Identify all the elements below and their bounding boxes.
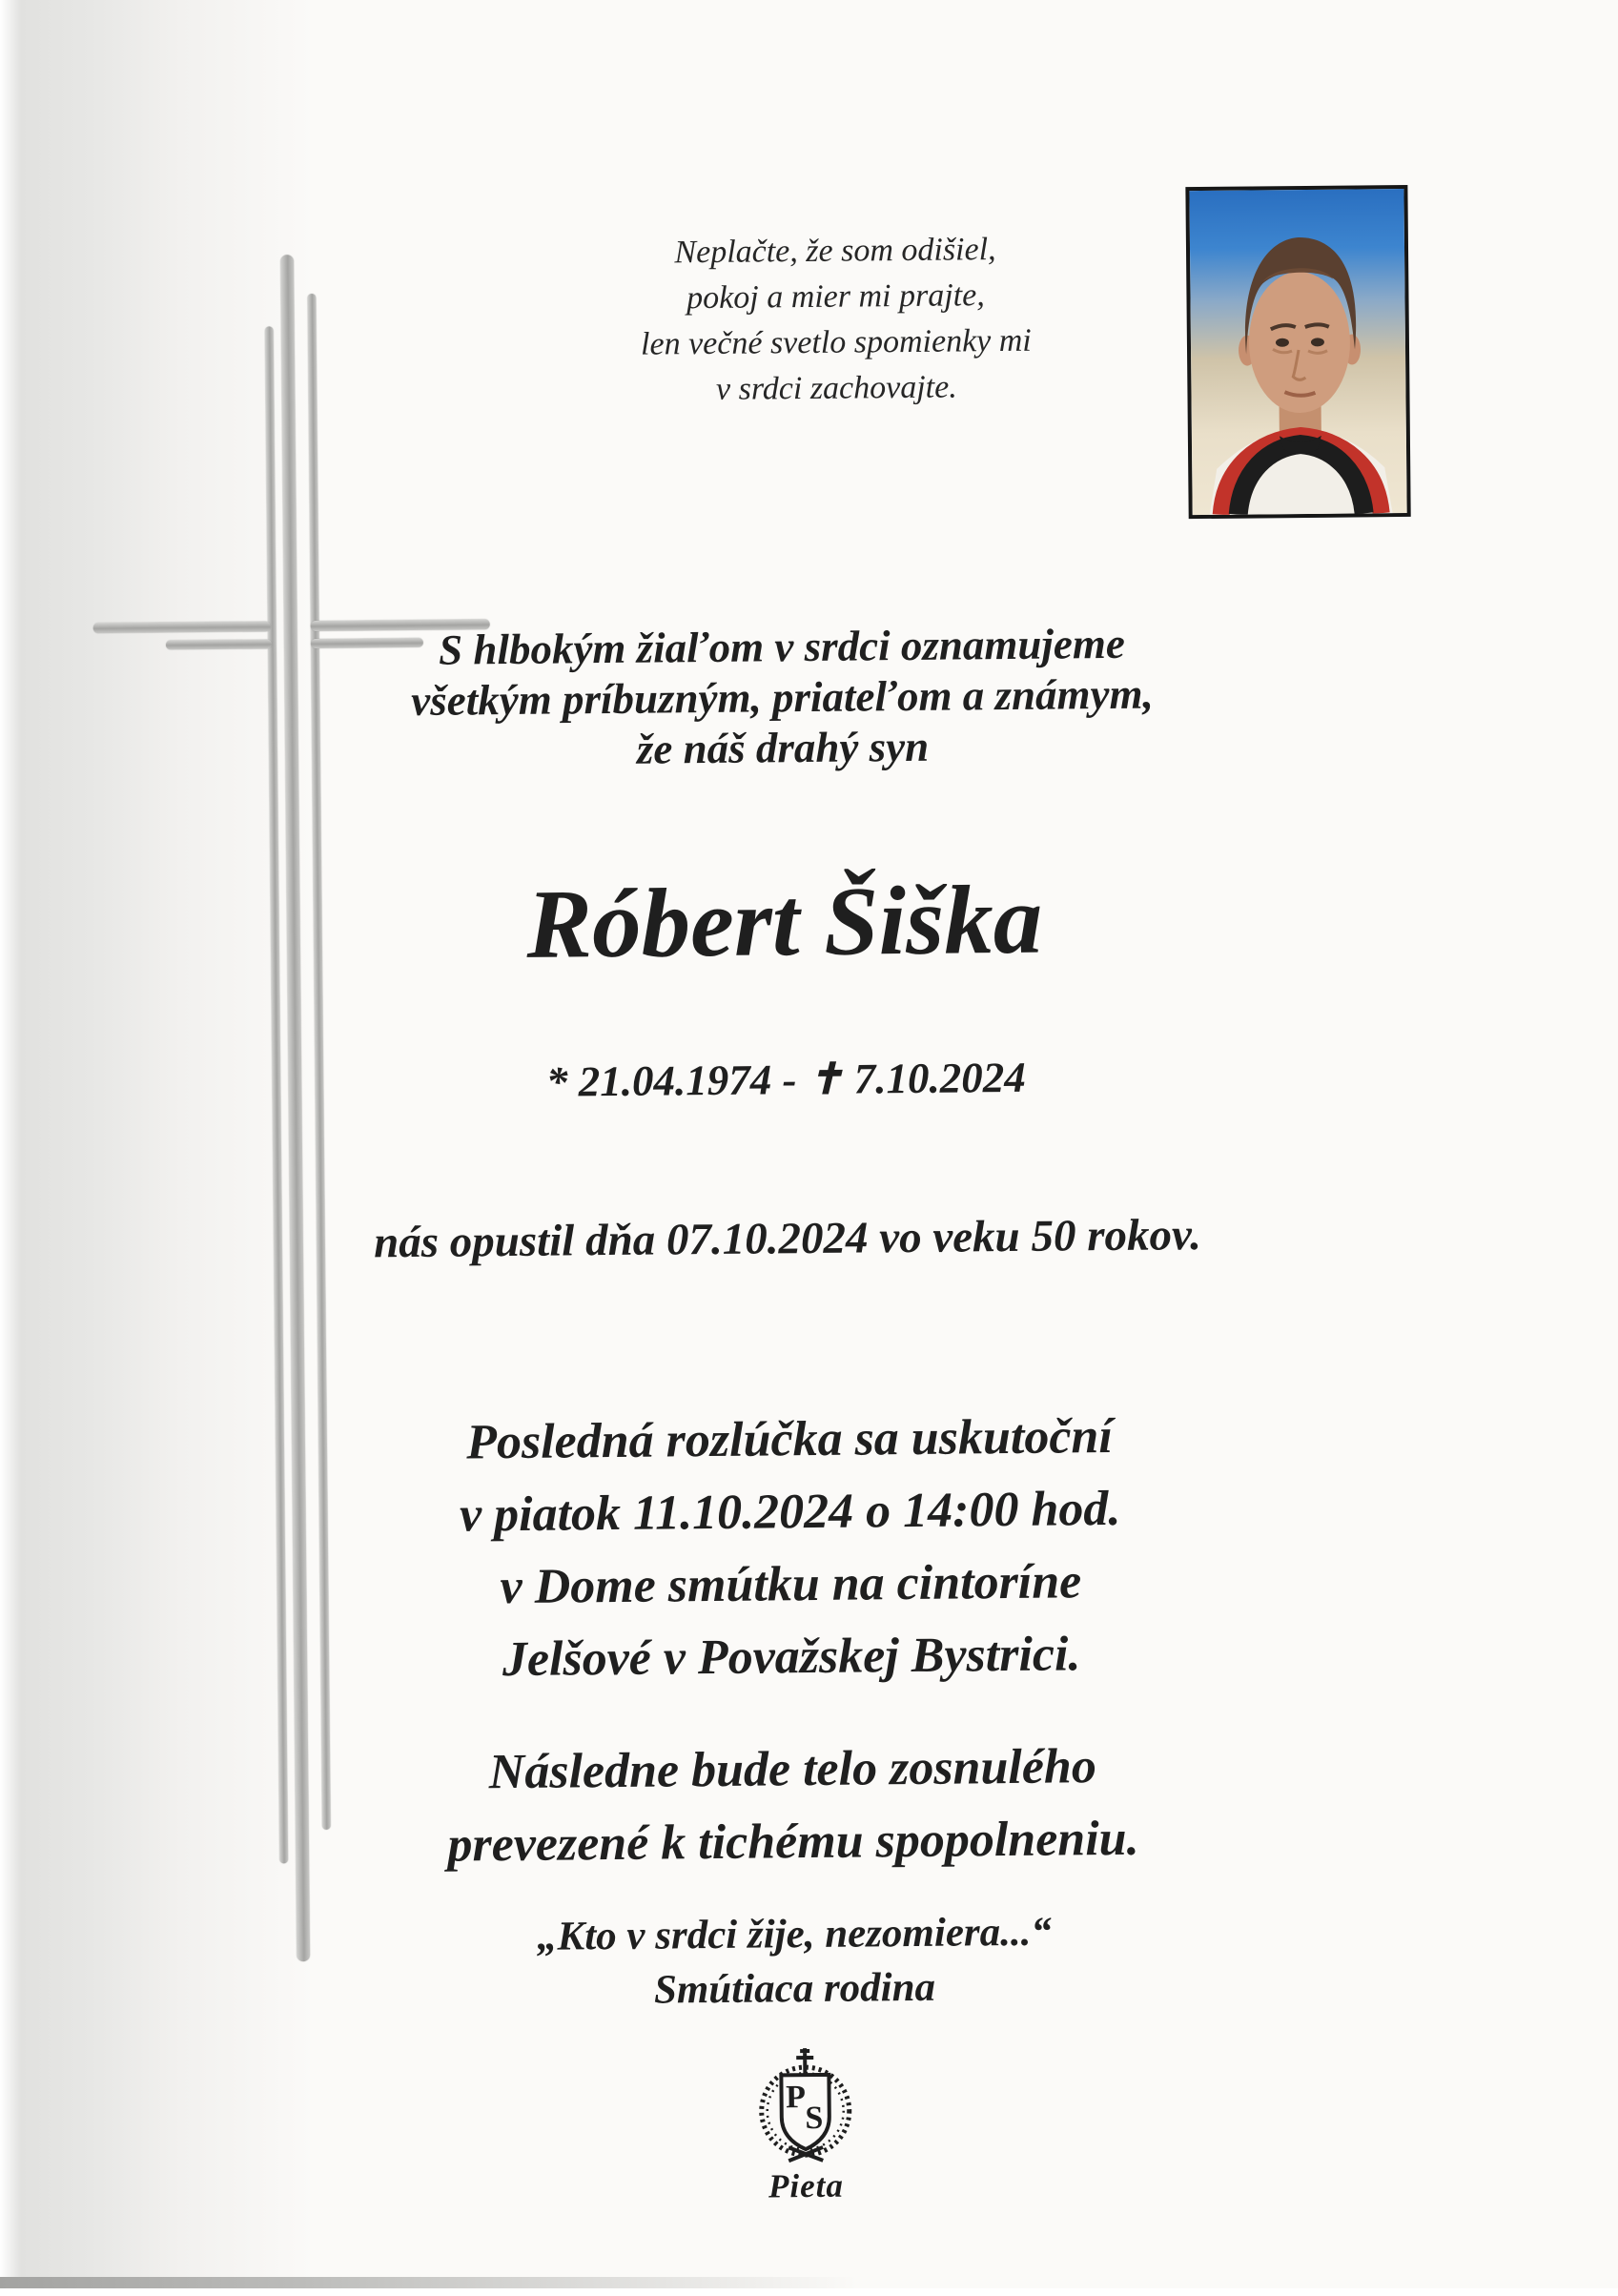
funeral-details <box>151 1398 1431 1700</box>
closing-quote: „Kto v srdci žije, nezomiera...“ <box>536 1909 1053 1959</box>
logo-caption: Pieta <box>768 2166 845 2205</box>
cremation-line: Následne bude telo zosnulého <box>488 1739 1097 1800</box>
funeral-line: Jelšové v Považskej Bystrici. <box>502 1627 1081 1688</box>
announcement-line: S hlbokým žiaľom v srdci oznamujeme <box>438 619 1126 674</box>
funeral-line: v Dome smútku na cintoríne <box>500 1554 1082 1615</box>
deceased-name: Róbert Šiška <box>525 865 1043 979</box>
epitaph-line: len večné svetlo spomienky mi <box>640 322 1032 362</box>
epitaph-verse <box>549 226 1123 415</box>
portrait-illustration <box>1189 189 1406 515</box>
logo-monogram-s: S <box>805 2100 824 2137</box>
cremation-note <box>154 1728 1432 1885</box>
closing-block <box>155 1901 1434 2022</box>
announcement-line: všetkým príbuzným, priateľom a známym, <box>411 669 1154 725</box>
epitaph-line: Neplačte, že som odišiel, <box>674 232 996 271</box>
cremation-line: prevezené k tichému spopolneniu. <box>447 1811 1139 1873</box>
announcement-text <box>143 616 1422 780</box>
logo-monogram-p: P <box>786 2080 807 2116</box>
family-signature: Smútiaca rodina <box>653 1964 936 2013</box>
birth-death-dates: * 21.04.1974 - ✝ 7.10.2024 <box>545 1053 1026 1106</box>
deceased-portrait-photo <box>1185 185 1410 519</box>
cross-ornament <box>0 0 1607 8</box>
funeral-home-logo <box>728 2045 883 2205</box>
epitaph-line: v srdci zachovajte. <box>715 369 957 407</box>
announcement-line: že náš drahý syn <box>636 722 930 773</box>
age-line: nás opustil dňa 07.10.2024 vo veku 50 rokov. <box>373 1210 1202 1268</box>
epitaph-line: pokoj a mier mi prajte, <box>686 277 985 317</box>
funeral-line: v piatok 11.10.2024 o 14:00 hod. <box>459 1481 1121 1543</box>
funeral-line: Posledná rozlúčka sa uskutoční <box>465 1408 1114 1470</box>
pieta-crest-icon <box>743 2045 868 2168</box>
